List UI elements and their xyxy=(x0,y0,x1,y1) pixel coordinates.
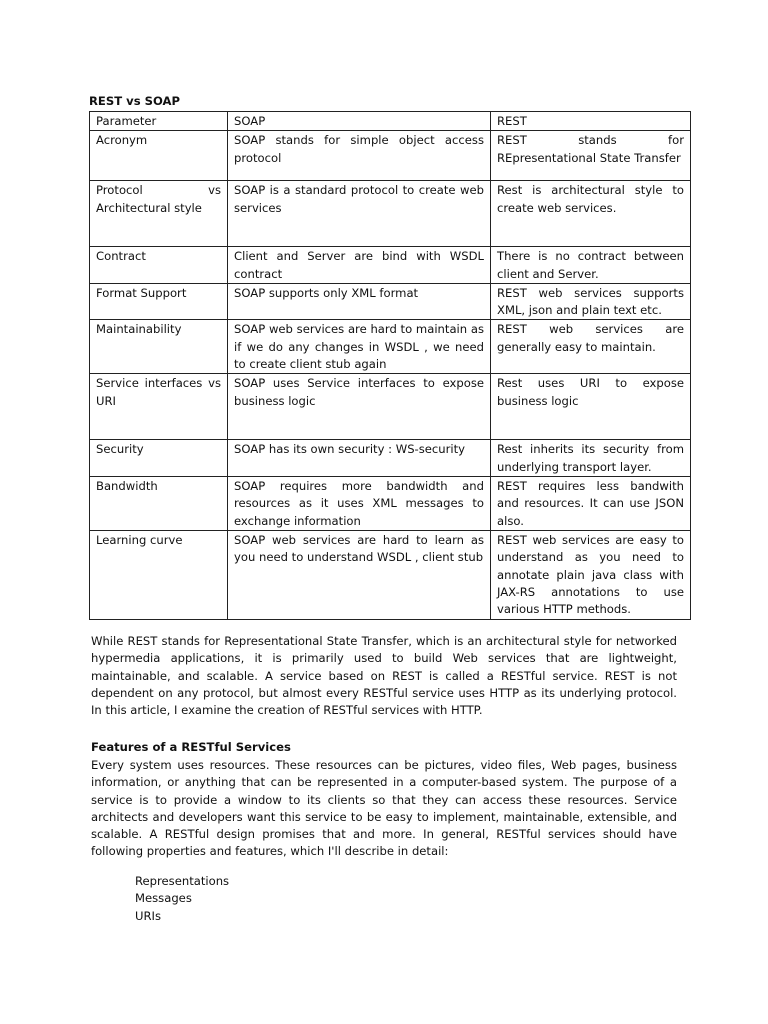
cell-rest: REST requires less bandwith and resources. It can use JSON also. xyxy=(491,477,691,531)
table-row xyxy=(90,181,691,247)
cell-soap: SOAP has its own security : WS-security xyxy=(228,440,491,477)
cell-parameter: Contract xyxy=(90,247,228,284)
cell-soap: SOAP supports only XML format xyxy=(228,283,491,320)
intro-paragraph: While REST stands for Representational State Transfer, which is an architectural style for networked hypermedia applications, it is primarily used to build Web services that are lightweight, maintainable, and scalable. A service based on REST is called a RESTful service. REST is not dependent on any protocol, but almost every RESTful service uses HTTP as its underlying protocol. In this article, I examine the creation of RESTful services with HTTP. xyxy=(91,634,677,718)
cell-soap: SOAP stands for simple object access protocol xyxy=(228,131,491,181)
header-rest: REST xyxy=(491,112,691,131)
cell-rest: Rest is architectural style to create web services. xyxy=(491,181,691,247)
table-header-row xyxy=(90,112,691,131)
table-row xyxy=(90,283,691,320)
table-row xyxy=(90,440,691,477)
cell-parameter: Bandwidth xyxy=(90,477,228,531)
table-row xyxy=(90,374,691,440)
cell-parameter: Acronym xyxy=(90,131,228,181)
cell-soap: SOAP requires more bandwidth and resources as it uses XML messages to exchange information xyxy=(228,477,491,531)
table-row xyxy=(90,320,691,374)
list-item: Representations xyxy=(135,874,230,888)
cell-soap: Client and Server are bind with WSDL contract xyxy=(228,247,491,284)
table-body xyxy=(90,131,691,619)
cell-soap: SOAP uses Service interfaces to expose business logic xyxy=(228,374,491,440)
cell-parameter: Service interfaces vs URI xyxy=(90,374,228,440)
cell-rest: Rest uses URI to expose business logic xyxy=(491,374,691,440)
cell-soap: SOAP web services are hard to learn as you need to understand WSDL , client stub xyxy=(228,531,491,619)
cell-parameter: Learning curve xyxy=(90,531,228,619)
cell-rest: There is no contract between client and Server. xyxy=(491,247,691,284)
cell-rest: Rest inherits its security from underlying transport layer. xyxy=(491,440,691,477)
cell-rest: REST stands for REpresentational State Transfer xyxy=(491,131,691,181)
features-paragraph: Every system uses resources. These resources can be pictures, video files, Web pages, business information, or anything that can be represented in a computer-based system. The purpose of a service is to provide a window to its clients so that they can access these resources. Service architects and developers want this service to be easy to implement, maintainable, extensible, and scalable. A RESTful design promises that and more. In general, RESTful services should have following properties and features, which I'll describe in detail: xyxy=(91,758,677,859)
table-row xyxy=(90,477,691,531)
cell-parameter: Security xyxy=(90,440,228,477)
table-row xyxy=(90,531,691,619)
cell-parameter: Protocol vs Architectural style xyxy=(90,181,228,247)
features-list xyxy=(135,873,229,925)
cell-rest: REST web services are easy to understand as you need to annotate plain java class with JAX-RS annotations to use various HTTP methods. xyxy=(491,531,691,619)
list-item: URIs xyxy=(135,908,162,923)
features-heading: Features of a RESTful Services xyxy=(91,740,291,754)
header-parameter: Parameter xyxy=(90,112,228,131)
list-item: Messages xyxy=(135,891,192,906)
comparison-table xyxy=(89,111,691,620)
table-row xyxy=(90,131,691,181)
table-row xyxy=(90,247,691,284)
cell-rest: REST web services supports XML, json and plain text etc. xyxy=(491,283,691,320)
cell-soap: SOAP web services are hard to maintain as if we do any changes in WSDL , we need to create client stub again xyxy=(228,320,491,374)
cell-soap: SOAP is a standard protocol to create web services xyxy=(228,181,491,247)
document-title: REST vs SOAP xyxy=(89,94,181,108)
cell-rest: REST web services are generally easy to maintain. xyxy=(491,320,691,374)
cell-parameter: Format Support xyxy=(90,283,228,320)
header-soap: SOAP xyxy=(228,112,491,131)
cell-parameter: Maintainability xyxy=(90,320,228,374)
